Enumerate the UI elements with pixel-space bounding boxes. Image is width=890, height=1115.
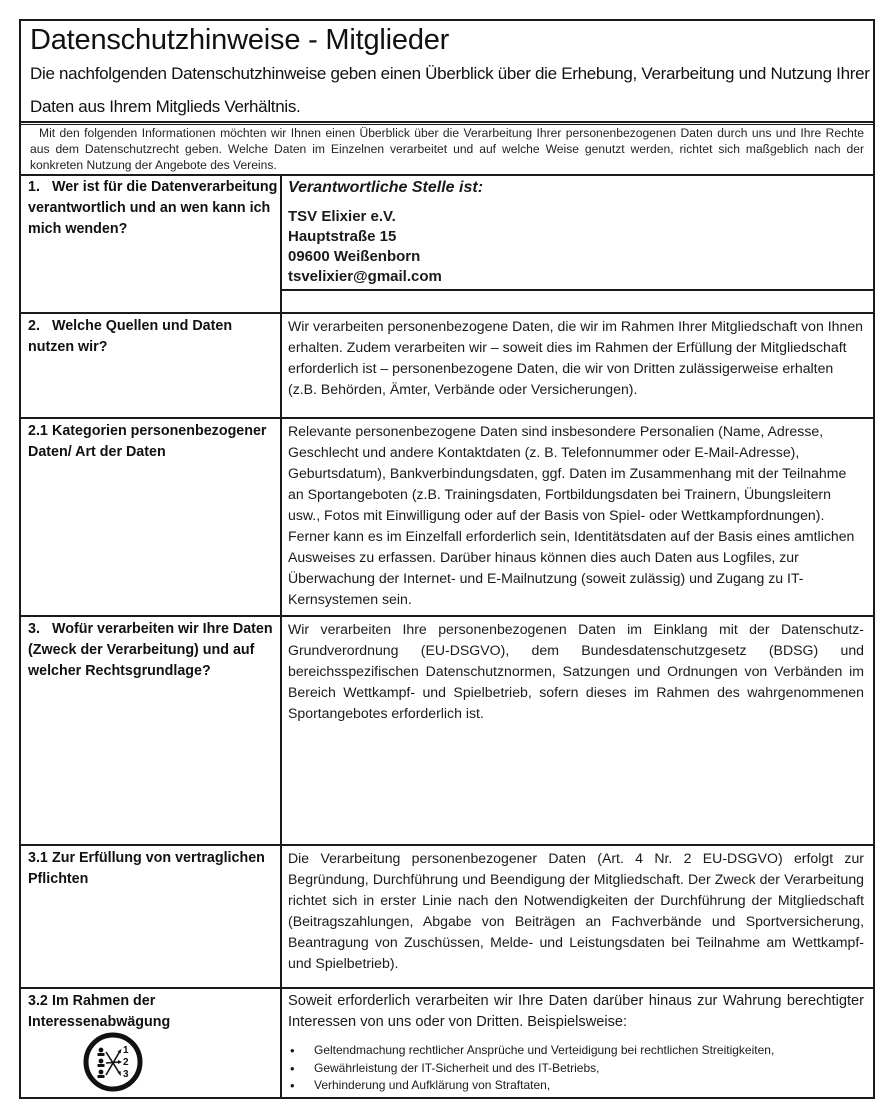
interest-balancing-icon (82, 1031, 144, 1093)
section-2-answer: Wir verarbeiten personenbezogene Daten, die wir im Rahmen Ihrer Mitgliedschaft von Ihnen erhalten. Zudem verarbeiten wir – soweit dies im Rahmen der Erfüllung der Mitgliedschaft erforderlich ist – personenbezogene Daten, die wir von Dritten zulässigerweise erhalten (z.B. Behörden, Ämter, Verbände oder Versicherungen). (288, 318, 864, 397)
section-number: 3.1 (28, 850, 48, 866)
section-number: 1. (28, 179, 40, 195)
list-item: • Geltendmachung rechtlicher Ansprüche und Verteidigung bei rechtlichen Streitigkeiten, (288, 1042, 864, 1060)
svg-text:1: 1 (123, 1045, 129, 1056)
club-street: Hauptstraße 15 (288, 228, 397, 245)
club-email[interactable]: tsvelixier@gmail.com (288, 268, 442, 285)
section-question-text: Kategorien personenbezogener Daten/ Art der Daten (28, 423, 267, 460)
club-city: 09600 Weißenborn (288, 248, 421, 265)
svg-text:2: 2 (123, 1057, 129, 1068)
section-1-question (28, 177, 278, 240)
section-number: 3.2 (28, 993, 48, 1009)
intro-text: Mit den folgenden Informationen möchten wir Ihnen einen Überblick über die Verarbeitung Ihrer personenbezogenen Daten durch uns und Ihre Rechte aus dem Datenschutzrecht geben. Welche Daten im Einzelnen verarbeitet und auf welche Weise genutzt werden, richtet sich maßgeblich nach der konkreten Nutzung der Angebote des Vereins. (30, 126, 864, 172)
section-question-text: Welche Quellen und Daten nutzen wir? (28, 318, 233, 355)
document-page (19, 19, 875, 1099)
section-3-2-question (28, 991, 278, 1033)
section-number: 2.1 (28, 423, 48, 439)
responsible-address (288, 207, 864, 287)
section-number: 3. (28, 621, 40, 637)
section-1-answer (288, 177, 864, 287)
section-3-1-answer: Die Verarbeitung personenbezogener Daten (Art. 4 Nr. 2 EU-DSGVO) erfolgt zur Begründung, Durchführung und Beendigung der Mitgliedschaft. Der Zweck der Verarbeitung richtet sich in erster Linie nach den Notwendigkeiten der Durchführung der Mitgliedschaft (Beitragszahlungen, Abgabe von Beiträgen an Fachverbände und Sportversicherung, Beantragung von Zuschüssen, Melde- und Leistungsdaten bei Teilnahme am Wettkampf- und Spielbetrieb). (288, 850, 864, 971)
list-item: • Verhinderung und Aufklärung von Straftaten, (288, 1077, 864, 1095)
interest-balancing-icon-svg (82, 1031, 144, 1093)
row-border-2 (21, 417, 873, 419)
section-3-2-intro: Soweit erforderlich verarbeiten wir Ihre Daten darüber hinaus zur Wahrung berechtigter Interessen von uns oder von Dritten. Beispielsweise: (288, 993, 864, 1030)
section-3-question (28, 619, 278, 682)
table-top-border (21, 174, 873, 176)
section-2-1-question (28, 421, 278, 463)
row-border-5 (21, 987, 873, 989)
row-border-4 (21, 844, 873, 846)
page-title: Datenschutzhinweise - Mitglieder (30, 24, 450, 56)
interest-examples-list (288, 1042, 864, 1095)
club-name: TSV Elixier e.V. (288, 208, 396, 225)
header-divider (21, 121, 873, 123)
column-divider (280, 176, 282, 1097)
address-subcell-border (282, 289, 873, 291)
list-item: • Gewährleistung der IT-Sicherheit und des IT-Betriebs, (288, 1060, 864, 1078)
section-number: 2. (28, 318, 40, 334)
section-2-question (28, 316, 278, 358)
section-question-text: Wofür verarbeiten wir Ihre Daten (Zweck der Verarbeitung) und auf welcher Rechtsgrundlage? (28, 621, 273, 679)
svg-text:3: 3 (123, 1069, 129, 1080)
section-3-1-question (28, 848, 278, 890)
responsible-heading: Verantwortliche Stelle ist: (288, 179, 484, 196)
row-border-3 (21, 615, 873, 617)
intro-paragraph (30, 125, 864, 173)
section-3-2-answer (288, 991, 864, 1095)
section-question-text: Im Rahmen der Interessenabwägung (28, 993, 171, 1030)
section-3-answer: Wir verarbeiten Ihre personenbezogenen Daten im Einklang mit der Datenschutz-Grundverordnung (EU-DSGVO), dem Bundesdatenschutzgesetz (BDSG) und bereichsspezifischen Datenschutznormen, Satzungen und Ordnungen von Verbänden im Bereich Wettkampf- und Spielbetrieb, sofern dieses im Rahmen des wahrgenommenen Sportangebotes erforderlich ist. (288, 621, 864, 721)
section-2-1-answer: Relevante personenbezogene Daten sind insbesondere Personalien (Name, Adresse, Geschlecht und andere Kontaktdaten (z. B. Telefonnummer oder E-Mail-Adresse), Geburtsdatum), Bankverbindungsdaten, ggf. Daten im Zusammenhang mit der Teilnahme an Sportangeboten (z.B. Trainingsdaten, Fortbildungsdaten bei Trainern, Übungsleitern usw., Fotos mit Einwilligung oder auf der Basis von Spiel- oder Wettkampfordnungen). Ferner kann es im Einzelfall erforderlich sein, Identitätsdaten auf der Basis eines amtlichen Ausweises zu erfassen. Darüber hinaus können dies auch Daten aus Logfiles, zur Überwachung der Internet- und E-Mailnutzung (soweit zulässig) und Zugang zu IT-Kernsystemen sein. (288, 423, 855, 607)
section-question-text: Wer ist für die Datenverarbeitung verantwortlich und an wen kann ich mich wenden? (28, 179, 278, 237)
section-question-text: Zur Erfüllung von vertraglichen Pflichten (28, 850, 265, 887)
row-border-1 (21, 312, 873, 314)
document-header (21, 21, 873, 121)
page-subtitle: Die nachfolgenden Datenschutzhinweise geben einen Überblick über die Erhebung, Verarbeitung und Nutzung Ihrer Daten aus Ihrem Mitglieds Verhältnis. (30, 64, 870, 116)
